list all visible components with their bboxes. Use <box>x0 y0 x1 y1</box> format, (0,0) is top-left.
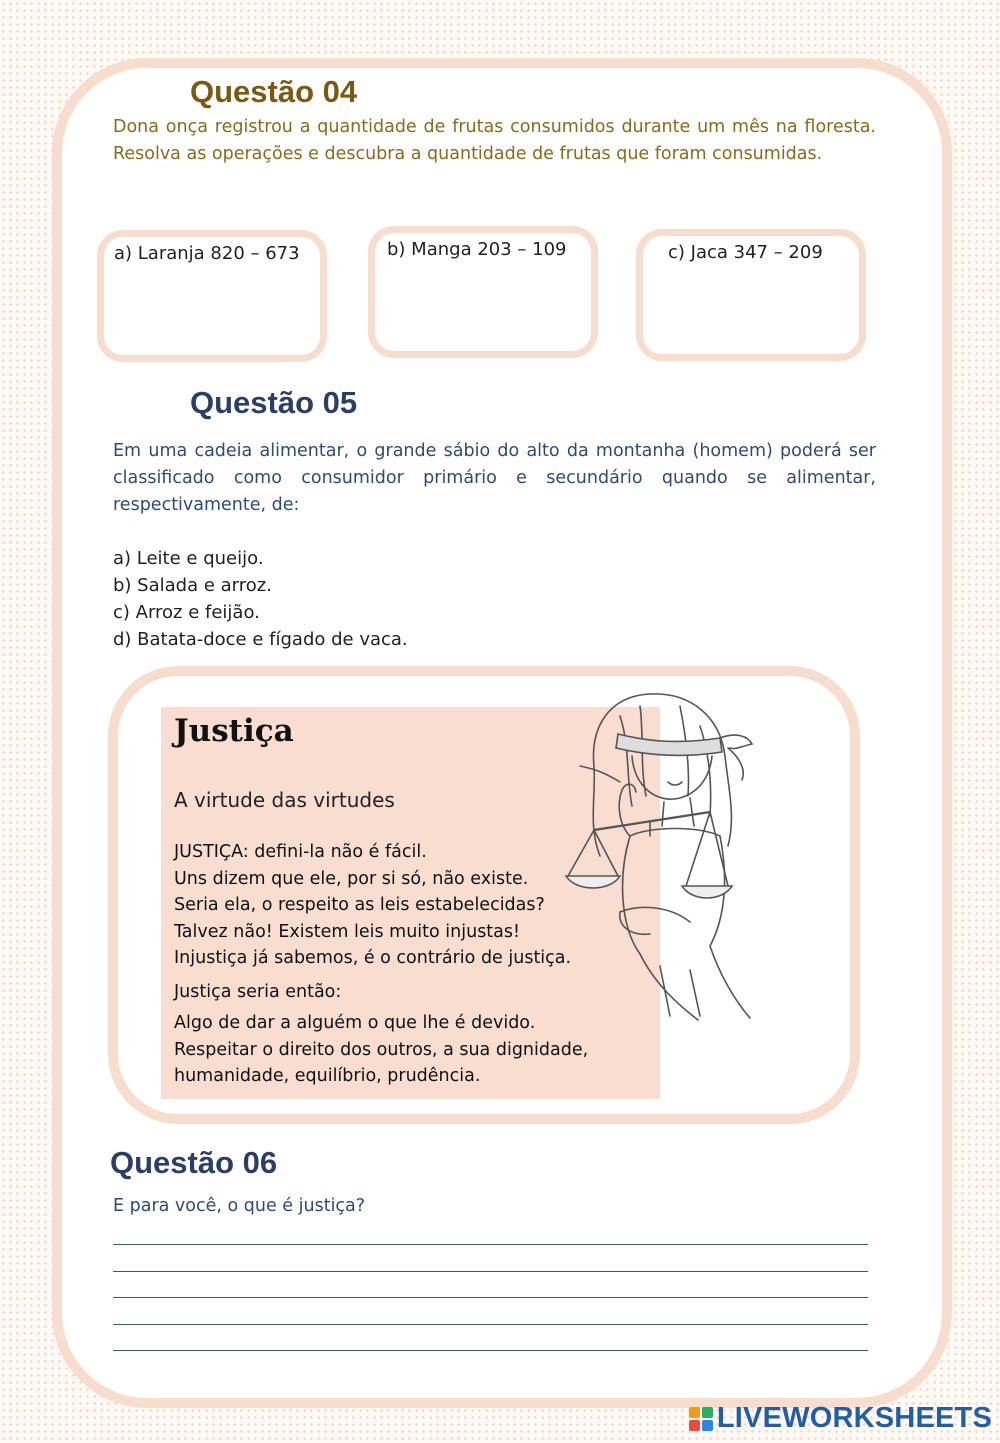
answer-line-1[interactable] <box>113 1244 868 1245</box>
option-b[interactable]: b) Salada e arroz. <box>113 575 272 596</box>
poem-line: Seria ela, o respeito as leis estabelecidas? <box>174 895 545 915</box>
question-04-text: Dona onça registrou a quantidade de frutas consumidos durante um mês na floresta. Resolva as operações e descubra a quantidade de frutas que foram consumidas. <box>113 117 876 164</box>
answer-line-2[interactable] <box>113 1271 868 1272</box>
answer-box-b-label: b) Manga 203 – 109 <box>387 239 567 260</box>
answer-box-b[interactable] <box>368 226 598 358</box>
poem-line: Injustiça já sabemos, é o contrário de justiça. <box>174 948 572 968</box>
question-06-text: E para você, o que é justiça? <box>113 1196 366 1216</box>
liveworksheets-logo <box>689 1402 992 1435</box>
question-05-text: Em uma cadeia alimentar, o grande sábio do alto da montanha (homem) poderá ser classificado como consumidor primário e secundário quando se alimentar, respectivamente, de: <box>113 441 876 515</box>
answer-line-3[interactable] <box>113 1297 868 1298</box>
justica-poem-part2 <box>174 1010 588 1090</box>
poem-line: Talvez não! Existem leis muito injustas! <box>174 921 521 942</box>
answer-box-a-label: a) Laranja 820 – 673 <box>114 243 300 264</box>
poem-line: Respeitar o direito dos outros, a sua dignidade, <box>174 1039 589 1060</box>
logo-blocks-icon <box>689 1407 713 1431</box>
question-05-title: Questão 05 <box>190 385 358 420</box>
justica-poem-heading: Justiça seria então: <box>174 982 342 1002</box>
poem-line: Algo de dar a alguém o que lhe é devido. <box>174 1013 536 1033</box>
justica-title: Justiça <box>174 713 294 749</box>
poem-line: Uns dizem que ele, por si só, não existe. <box>174 868 529 889</box>
question-05-options <box>113 545 408 653</box>
option-c[interactable]: c) Arroz e feijão. <box>113 602 260 623</box>
question-06-title: Questão 06 <box>110 1145 278 1180</box>
answer-line-5[interactable] <box>113 1350 868 1351</box>
option-d[interactable]: d) Batata-doce e fígado de vaca. <box>113 629 408 650</box>
answer-box-c[interactable] <box>636 229 866 361</box>
question-04-title: Questão 04 <box>190 74 358 109</box>
poem-line: JUSTIÇA: defini-la não é fácil. <box>174 842 427 862</box>
poem-line: humanidade, equilíbrio, prudência. <box>174 1066 481 1086</box>
brand-name: LIVEWORKSHEETS <box>716 1402 992 1434</box>
answer-line-4[interactable] <box>113 1324 868 1325</box>
justica-poem-part1 <box>174 839 571 972</box>
answer-box-a[interactable] <box>97 230 327 362</box>
option-a[interactable]: a) Leite e queijo. <box>113 548 264 569</box>
answer-box-c-label: c) Jaca 347 – 209 <box>668 242 823 263</box>
justica-subtitle: A virtude das virtudes <box>174 788 395 812</box>
justice-figure-illustration <box>560 686 760 1022</box>
